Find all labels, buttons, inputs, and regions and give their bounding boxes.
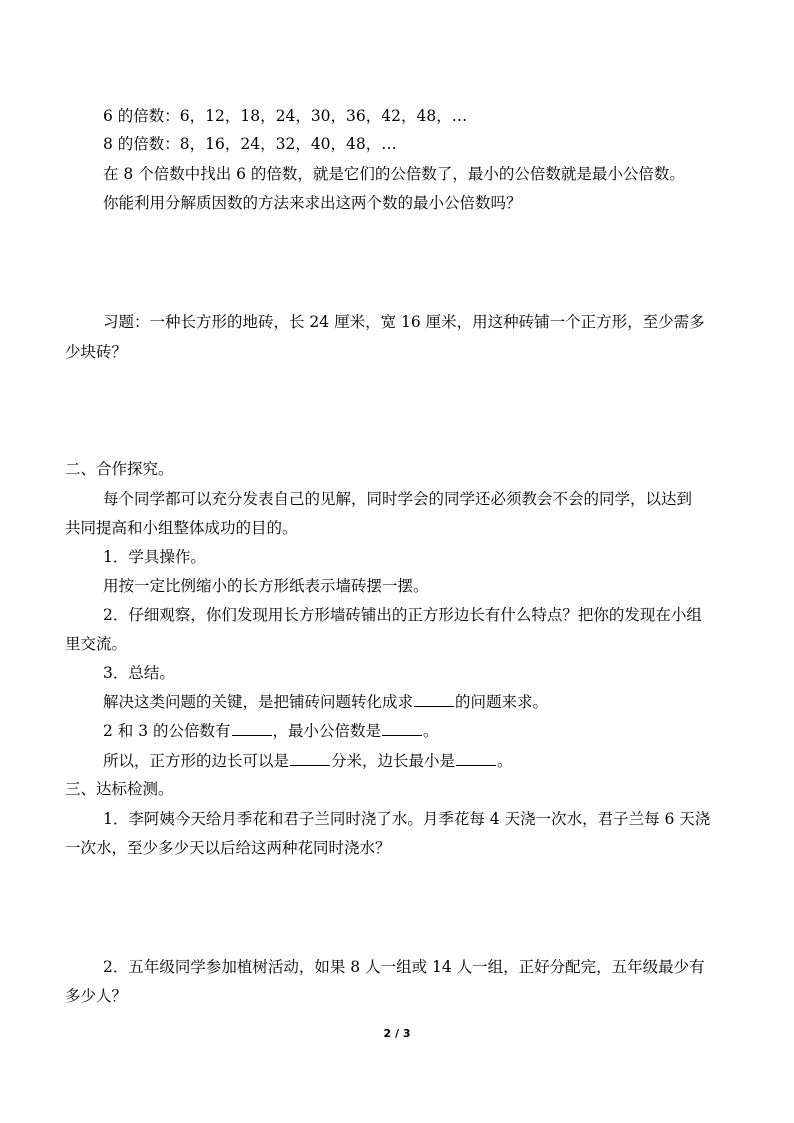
section-heading-2: 二、合作探究。 xyxy=(65,460,174,478)
fill-text: 解决这类问题的关键，是把铺砖问题转化成求 xyxy=(103,693,414,711)
problem-1-line-2: 一次水，至少多少天以后给这两种花同时浇水？ xyxy=(65,839,391,857)
multiples-of-8: 8 的倍数：8，16，24，32，40，48，… xyxy=(103,135,397,153)
paragraph-line-1: 每个同学都可以充分发表自己的见解，同时学会的同学还必须教会不会的同学，以达到 xyxy=(103,490,693,508)
exercise-line-2: 少块砖？ xyxy=(65,343,128,361)
fill-text: 的问题来求。 xyxy=(455,693,549,711)
step-2-line-1: 2．仔细观察，你们发现用长方形墙砖铺出的正方形边长有什么特点？把你的发现在小组 xyxy=(103,606,702,624)
answer-blank[interactable] xyxy=(456,751,496,766)
answer-blank[interactable] xyxy=(414,692,454,707)
fill-text: 分米，边长最小是 xyxy=(331,752,456,770)
fill-text: 2 和 3 的公倍数有 xyxy=(103,722,231,740)
problem-1-line-1: 1．李阿姨今天给月季花和君子兰同时浇了水。月季花每 4 天浇一次水，君子兰每 6 天浇 xyxy=(103,810,711,828)
fill-text: 。 xyxy=(497,752,513,770)
step-2-line-2: 里交流。 xyxy=(65,635,128,653)
question-line: 你能利用分解质因数的方法来求出这两个数的最小公倍数吗？ xyxy=(103,194,522,212)
fill-line-1 xyxy=(103,692,548,712)
answer-blank[interactable] xyxy=(290,751,330,766)
step-1: 1．学具操作。 xyxy=(103,548,206,566)
fill-text: ，最小公倍数是 xyxy=(272,722,382,740)
step-3: 3．总结。 xyxy=(103,664,175,682)
problem-2-line-1: 2．五年级同学参加植树活动，如果 8 人一组或 14 人一组，正好分配完，五年级最少有 xyxy=(103,958,705,976)
fill-text: 。 xyxy=(423,722,439,740)
answer-blank[interactable] xyxy=(232,721,272,736)
fill-line-2 xyxy=(103,721,439,741)
section-heading-3: 三、达标检测。 xyxy=(65,780,174,798)
answer-blank[interactable] xyxy=(382,721,422,736)
fill-text: 所以，正方形的边长可以是 xyxy=(103,752,290,770)
common-multiple-note: 在 8 个倍数中找出 6 的倍数，就是它们的公倍数了，最小的公倍数就是最小公倍数。 xyxy=(103,165,685,183)
fill-line-3 xyxy=(103,751,513,771)
page-number: 2 / 3 xyxy=(383,1027,411,1040)
exercise-line-1: 习题：一种长方形的地砖，长 24 厘米，宽 16 厘米，用这种砖铺一个正方形，至少需多 xyxy=(103,313,705,331)
multiples-of-6: 6 的倍数：6，12，18，24，30，36，42，48，… xyxy=(103,107,468,125)
step-1-detail: 用按一定比例缩小的长方形纸表示墙砖摆一摆。 xyxy=(103,577,429,595)
paragraph-line-2: 共同提高和小组整体成功的目的。 xyxy=(65,519,298,537)
problem-2-line-2: 多少人？ xyxy=(65,987,128,1005)
